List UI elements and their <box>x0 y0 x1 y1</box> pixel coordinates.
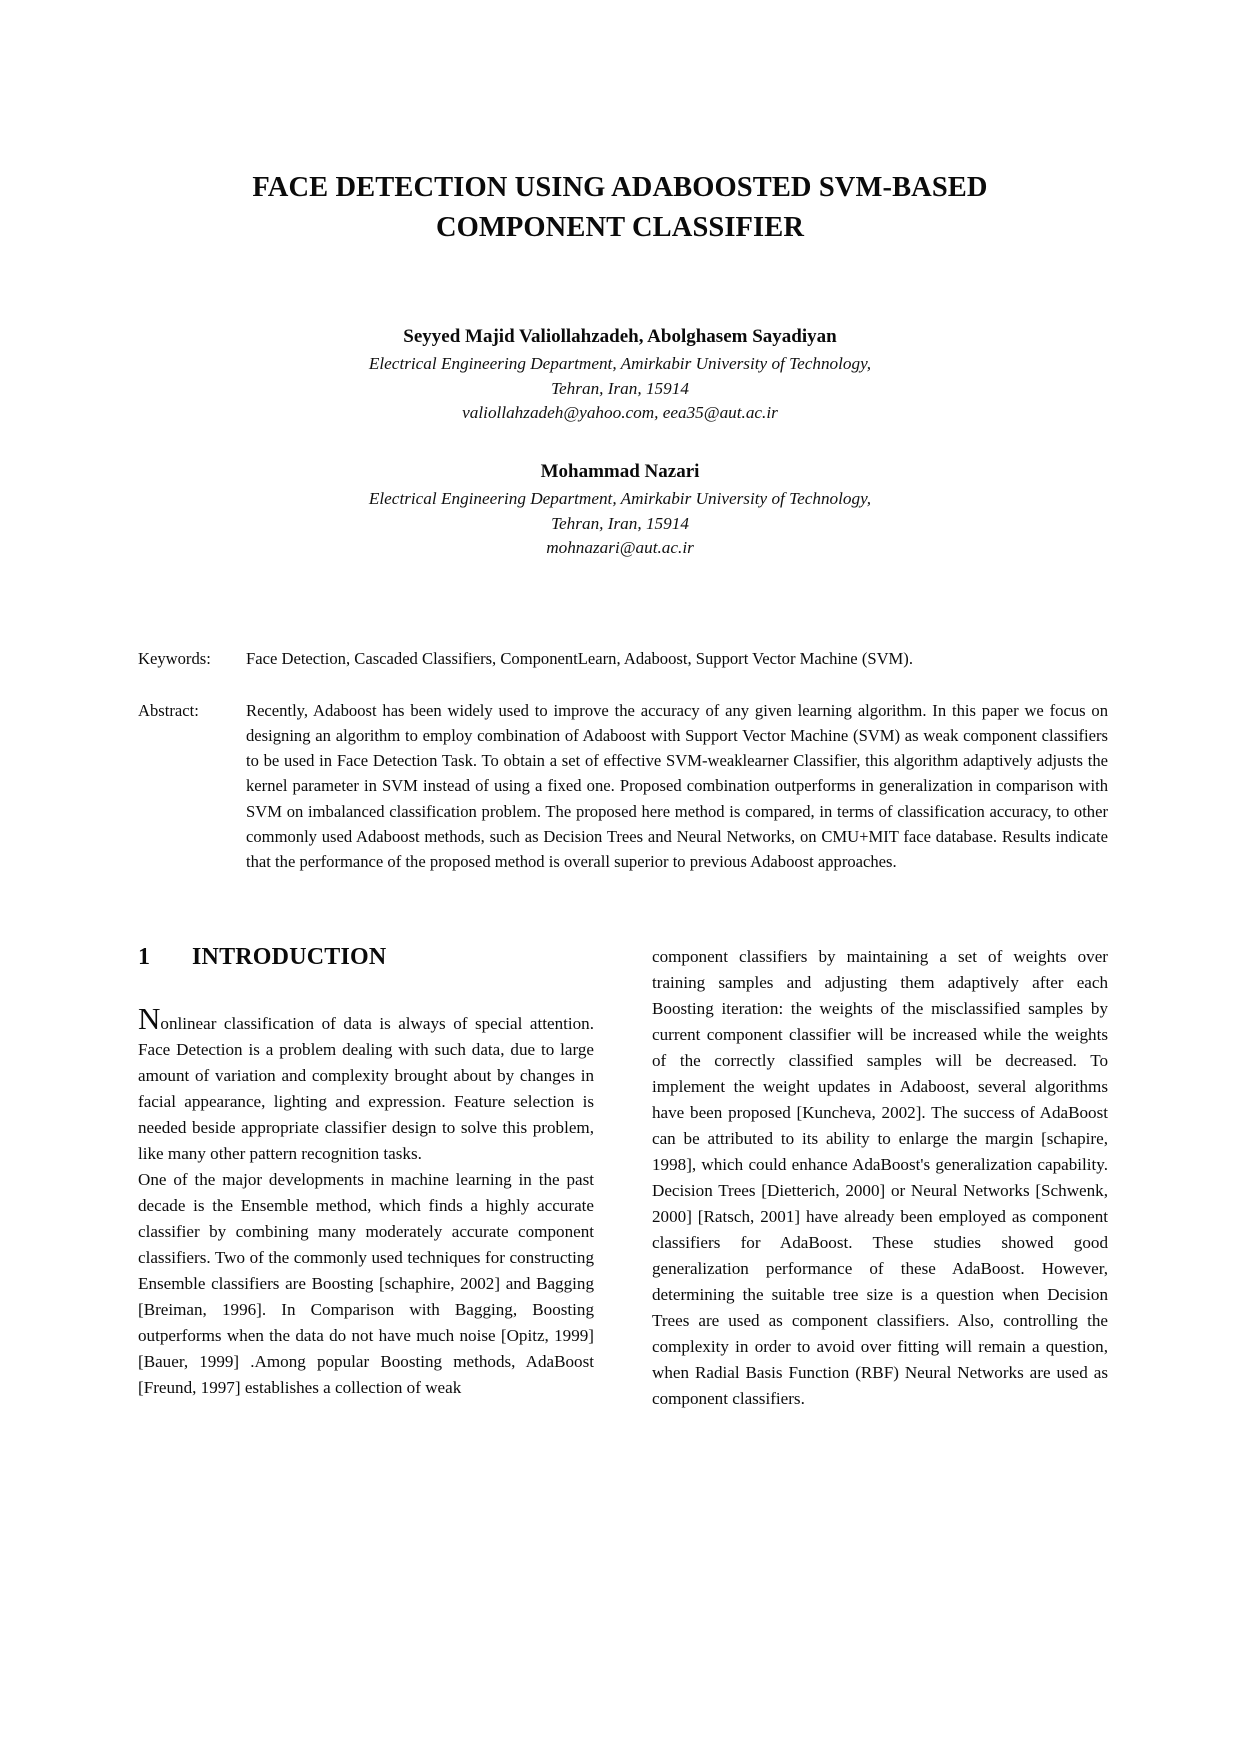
paragraph: component classifiers by maintaining a set of weights over training samples and adjusting them adaptively after each Boosting iteration: the weights of the misclassified samples by current component classifier will be increased while the weights of the correctly classified samples will be decreased. To implement the weight updates in Adaboost, several algorithms have been proposed [Kuncheva, 2002]. The success of AdaBoost can be attributed to its ability to enlarge the margin [schapire, 1998], which could enhance AdaBoost's generalization capability. Decision Trees [Dietterich, 2000] or Neural Networks [Schwenk, 2000] [Ratsch, 2001] have already been employed as component classifiers for AdaBoost. These studies showed good generalization performance of these AdaBoost. However, determining the suitable tree size is a question when Decision Trees are used as component classifiers. Also, controlling the complexity in order to avoid over fitting will remain a question, when Radial Basis Function (RBF) Neural Networks are used as component classifiers. <box>652 947 1108 1408</box>
keywords-text: Face Detection, Cascaded Classifiers, ComponentLearn, Adaboost, Support Vector Machine (SVM). <box>246 649 913 669</box>
abstract-row <box>138 698 1108 875</box>
keywords-row <box>138 646 1108 671</box>
author-affiliation: Electrical Engineering Department, Amirkabir University of Technology, <box>368 489 872 509</box>
author-city: Tehran, Iran, 15914 <box>551 378 689 398</box>
author-names: Mohammad Nazari <box>540 460 700 482</box>
column-right <box>652 944 1108 1411</box>
author-affiliation: Electrical Engineering Department, Amirkabir University of Technology, <box>368 354 872 374</box>
author-group-1 <box>0 323 1240 426</box>
column-left <box>138 944 594 1411</box>
author-email: mohnazari@aut.ac.ir <box>546 538 694 558</box>
body-columns <box>0 944 1240 1411</box>
paper-title: FACE DETECTION USING ADABOOSTED SVM-BASED COMPONENT CLASSIFIER <box>252 172 988 244</box>
title-block <box>0 0 1240 249</box>
author-city: Tehran, Iran, 15914 <box>551 513 689 533</box>
author-block <box>0 323 1240 561</box>
author-group-2 <box>0 458 1240 561</box>
abstract-label: Abstract: <box>138 700 199 720</box>
author-names: Seyyed Majid Valiollahzadeh, Abolghasem Sayadiyan <box>403 325 837 347</box>
paragraph: Nonlinear classification of data is always of special attention. Face Detection is a problem dealing with such data, due to large amount of variation and complexity brought about by changes in facial appearance, lighting and expression. Feature selection is needed beside appropriate classifier design to solve this problem, like many other pattern recognition tasks. <box>138 1001 594 1164</box>
section-heading-introduction <box>138 944 594 971</box>
paragraph: One of the major developments in machine learning in the past decade is the Ensemble method, which finds a highly accurate classifier by combining many moderately accurate component classifiers. Two of the commonly used techniques for constructing Ensemble classifiers are Boosting [schaphire, 2002] and Bagging [Breiman, 1996]. In Comparison with Bagging, Boosting outperforms when the data do not have much noise [Opitz, 1999] [Bauer, 1999] .Among popular Boosting methods, AdaBoost [Freund, 1997] establishes a collection of weak <box>138 1170 594 1397</box>
section-number: 1 <box>138 944 151 971</box>
author-email: valiollahzadeh@yahoo.com, eea35@aut.ac.ir <box>462 403 778 423</box>
section-title: INTRODUCTION <box>192 944 387 971</box>
abstract-text: Recently, Adaboost has been widely used to improve the accuracy of any given learning algorithm. In this paper we focus on designing an algorithm to employ combination of Adaboost with Support Vector Machine (SVM) as weak component classifiers to be used in Face Detection Task. To obtain a set of effective SVM-weaklearner Classifier, this algorithm adaptively adjusts the kernel parameter in SVM instead of using a fixed one. Proposed combination outperforms in generalization in comparison with SVM on imbalanced classification problem. The proposed here method is compared, in terms of classification accuracy, to other commonly used Adaboost methods, such as Decision Trees and Neural Networks, on CMU+MIT face database. Results indicate that the performance of the proposed method is overall superior to previous Adaboost approaches. <box>246 700 1108 871</box>
keywords-label: Keywords: <box>138 649 211 669</box>
metadata-block <box>0 646 1240 874</box>
